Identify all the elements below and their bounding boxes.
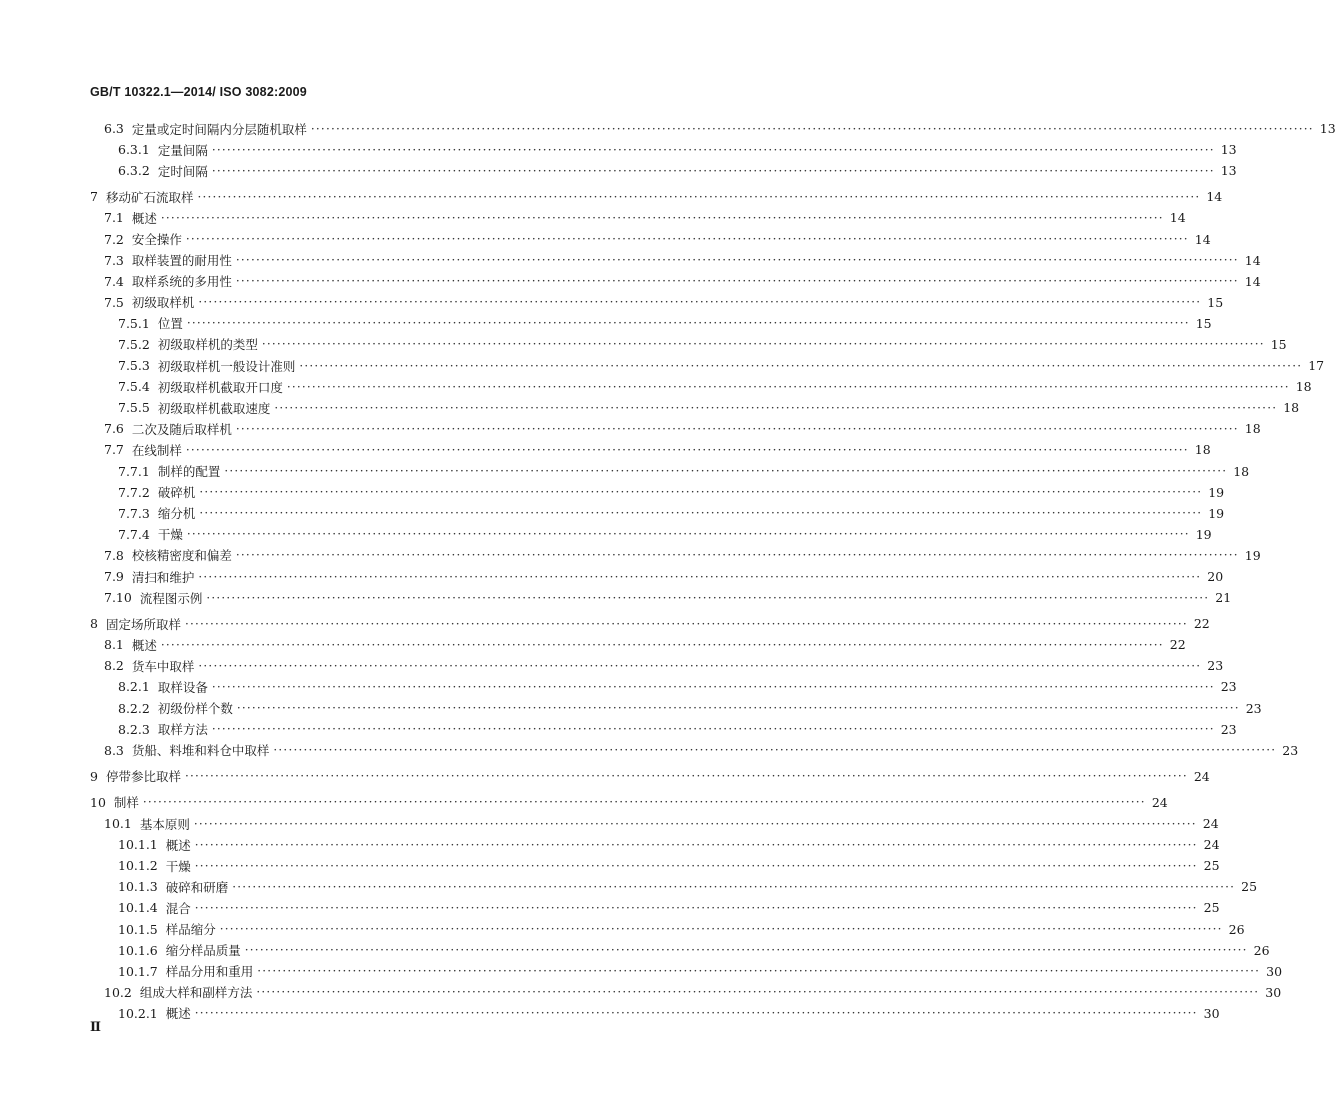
toc-entry[interactable] (0, 271, 1261, 292)
toc-entry-number: 10.1.2 (118, 858, 158, 874)
toc-entry-number: 7.7.2 (118, 484, 150, 500)
toc-entry-number: 7.7.4 (118, 526, 150, 542)
dot-leader: ········································································································································································································ (199, 485, 1203, 500)
toc-entry-title: 混合 (165, 900, 191, 916)
dot-leader: ········································································································································································································ (286, 379, 1290, 394)
toc-entry-title: 取样系统的多用性 (131, 274, 232, 290)
dot-leader: ········································································································································································································ (185, 442, 1189, 457)
dot-leader: ········································································································································································································ (194, 837, 1198, 852)
toc-entry-number: 10.1.3 (118, 879, 158, 895)
toc-entry[interactable] (0, 334, 1287, 355)
toc-entry[interactable] (0, 834, 1220, 855)
dot-leader: ········································································································································································································ (235, 253, 1239, 268)
dot-leader: ········································································································································································································ (142, 795, 1146, 810)
toc-entry-page: 19 (1208, 505, 1225, 521)
toc-entry[interactable] (0, 545, 1261, 566)
toc-entry-title: 定量间隔 (157, 142, 208, 158)
toc-entry-title: 位置 (157, 316, 183, 332)
toc-entry[interactable] (0, 940, 1270, 961)
toc-entry-number: 9 (90, 768, 98, 784)
dot-leader: ········································································································································································································ (198, 295, 1202, 310)
toc-entry-title: 定量或定时间隔内分层随机取样 (131, 121, 307, 137)
dot-leader: ········································································································································································································ (184, 616, 1188, 631)
toc-entry-title: 校核精密度和偏差 (131, 548, 232, 564)
toc-entry-title: 概述 (165, 1006, 191, 1022)
toc-entry-page: 24 (1151, 794, 1168, 810)
toc-entry-title: 初级取样机截取开口度 (157, 379, 283, 395)
toc-entry-page: 24 (1203, 837, 1220, 853)
toc-entry[interactable] (0, 160, 1237, 181)
dot-leader: ········································································································································································································ (198, 658, 1202, 673)
toc-entry-page: 26 (1253, 942, 1270, 958)
toc-entry[interactable] (0, 207, 1186, 228)
toc-entry-title: 缩分机 (157, 506, 196, 522)
toc-entry-number: 7.5 (104, 294, 124, 310)
toc-entry-number: 7.2 (104, 231, 124, 247)
toc-entry-page: 13 (1220, 163, 1237, 179)
toc-entry[interactable] (0, 961, 1283, 982)
toc-entry-title: 流程图示例 (139, 590, 203, 606)
dot-leader: ········································································································································································································ (273, 743, 1277, 758)
dot-leader: ········································································································································································································ (236, 701, 1240, 716)
toc-entry[interactable] (0, 918, 1245, 939)
toc-entry-page: 15 (1207, 294, 1224, 310)
toc-entry-page: 18 (1283, 400, 1300, 416)
toc-entry[interactable] (0, 503, 1225, 524)
toc-entry-page: 23 (1245, 700, 1262, 716)
toc-entry-title: 缩分样品质量 (165, 943, 241, 959)
toc-entry-number: 7.6 (104, 421, 124, 437)
toc-entry-page: 13 (1319, 121, 1336, 137)
toc-entry-number: 10.1.1 (118, 837, 158, 853)
toc-entry-title: 破碎机 (157, 485, 196, 501)
toc-entry[interactable] (0, 1003, 1220, 1024)
toc-entry-title: 移动矿石流取样 (105, 189, 194, 205)
toc-entry[interactable] (0, 876, 1258, 897)
toc-entry[interactable] (0, 698, 1262, 719)
toc-entry-page: 25 (1241, 879, 1258, 895)
toc-entry-page: 15 (1270, 336, 1287, 352)
toc-entry-title: 组成大样和副样方法 (139, 985, 253, 1001)
toc-entry[interactable] (0, 228, 1211, 249)
toc-entry-page: 26 (1228, 921, 1245, 937)
dot-leader: ········································································································································································································ (185, 232, 1189, 247)
toc-entry-number: 6.3.1 (118, 142, 150, 158)
toc-entry[interactable] (0, 292, 1224, 313)
toc-entry-number: 10.1.4 (118, 900, 158, 916)
toc-entry-number: 8 (90, 616, 98, 632)
toc-entry[interactable] (0, 587, 1232, 608)
dot-leader: ········································································································································································································ (186, 316, 1190, 331)
toc-entry-number: 7.7.3 (118, 505, 150, 521)
toc-entry-number: 8.2.1 (118, 679, 150, 695)
toc-entry-title: 初级取样机 (131, 295, 195, 311)
toc-entry-number: 7.10 (104, 590, 132, 606)
dot-leader: ········································································································································································································ (184, 769, 1188, 784)
toc-entry-page: 23 (1220, 679, 1237, 695)
dot-leader: ········································································································································································································ (211, 679, 1215, 694)
toc-entry-number: 10.1.6 (118, 942, 158, 958)
toc-entry[interactable] (0, 766, 1210, 787)
toc-entry-title: 初级份样个数 (157, 701, 233, 717)
toc-entry-page: 19 (1195, 526, 1212, 542)
toc-entry-title: 干燥 (165, 858, 191, 874)
toc-entry-number: 10.2.1 (118, 1005, 158, 1021)
dot-leader: ········································································································································································································ (219, 922, 1223, 937)
dot-leader: ········································································································································································································ (197, 189, 1201, 204)
toc-entry-title: 清扫和维护 (131, 569, 195, 585)
toc-entry-number: 10.1 (104, 816, 132, 832)
toc-entry-number: 7.5.4 (118, 379, 150, 395)
toc-entry-number: 6.3 (104, 121, 124, 137)
toc-entry-page: 30 (1266, 963, 1283, 979)
toc-entry[interactable] (0, 439, 1211, 460)
dot-leader: ········································································································································································································ (274, 400, 1278, 415)
dot-leader: ········································································································································································································ (299, 358, 1303, 373)
toc-entry-title: 货船、料堆和料仓中取样 (131, 743, 270, 759)
toc-entry-page: 14 (1244, 273, 1261, 289)
toc-entry-number: 8.2 (104, 658, 124, 674)
toc-entry[interactable] (0, 376, 1312, 397)
dot-leader: ········································································································································································································ (257, 964, 1261, 979)
toc-entry-page: 25 (1203, 858, 1220, 874)
toc-entry-title: 样品分用和重用 (165, 964, 254, 980)
dot-leader: ········································································································································································································ (193, 816, 1197, 831)
toc-entry-title: 初级取样机截取速度 (157, 400, 271, 416)
toc-entry-title: 在线制样 (131, 442, 182, 458)
toc-entry-title: 取样装置的耐用性 (131, 253, 232, 269)
dot-leader: ········································································································································································································ (235, 548, 1239, 563)
toc-entry-page: 18 (1233, 463, 1250, 479)
toc-entry[interactable] (0, 855, 1220, 876)
toc-entry-page: 23 (1220, 721, 1237, 737)
toc-entry-number: 7.5.5 (118, 400, 150, 416)
toc-entry[interactable] (0, 313, 1212, 334)
toc-entry-number: 8.2.3 (118, 721, 150, 737)
toc-entry[interactable] (0, 418, 1261, 439)
toc-entry[interactable] (0, 655, 1224, 676)
toc-entry-page: 14 (1244, 252, 1261, 268)
dot-leader: ········································································································································································································ (160, 637, 1164, 652)
toc-entry-page: 22 (1193, 616, 1210, 632)
toc-entry-number: 10.1.7 (118, 963, 158, 979)
toc-entry-number: 7.5.3 (118, 358, 150, 374)
toc-entry-number: 7.3 (104, 252, 124, 268)
dot-leader: ········································································································································································································ (198, 569, 1202, 584)
dot-leader: ········································································································································································································ (194, 858, 1198, 873)
toc-entry[interactable] (0, 813, 1219, 834)
toc-entry[interactable] (0, 250, 1261, 271)
toc-entry[interactable] (0, 524, 1212, 545)
dot-leader: ········································································································································································································ (186, 527, 1190, 542)
toc-entry-title: 取样方法 (157, 722, 208, 738)
toc-entry-number: 7 (90, 189, 98, 205)
toc-entry-title: 固定场所取样 (105, 616, 181, 632)
toc-entry[interactable] (0, 634, 1186, 655)
toc-entry-title: 货车中取样 (131, 658, 195, 674)
toc-entry-title: 二次及随后取样机 (131, 421, 232, 437)
toc-entry-number: 10 (90, 794, 106, 810)
toc-entry-number: 7.5.1 (118, 315, 150, 331)
dot-leader: ········································································································································································································ (256, 985, 1260, 1000)
toc-entry-page: 18 (1244, 421, 1261, 437)
toc-entry[interactable] (0, 897, 1220, 918)
toc-entry-page: 24 (1202, 816, 1219, 832)
toc-entry-title: 初级取样机的类型 (157, 337, 258, 353)
dot-leader: ········································································································································································································ (194, 900, 1198, 915)
toc-entry[interactable] (0, 982, 1282, 1003)
toc-entry-title: 停带参比取样 (105, 769, 181, 785)
dot-leader: ········································································································································································································ (310, 121, 1314, 136)
toc-entry-number: 8.1 (104, 637, 124, 653)
toc-entry-page: 30 (1203, 1005, 1220, 1021)
toc-entry-page: 24 (1193, 768, 1210, 784)
toc-entry-page: 20 (1207, 569, 1224, 585)
toc-entry-page: 25 (1203, 900, 1220, 916)
toc-entry-page: 22 (1169, 637, 1186, 653)
toc-entry[interactable] (0, 355, 1325, 376)
toc-entry-title: 制样的配置 (157, 464, 221, 480)
toc-entry-title: 概述 (131, 210, 157, 226)
toc-entry-page: 14 (1206, 189, 1223, 205)
toc-entry[interactable] (0, 566, 1224, 587)
toc-entry-number: 7.5.2 (118, 336, 150, 352)
toc-entry-page: 17 (1308, 358, 1325, 374)
page-number-footer: Ⅱ (90, 1020, 101, 1035)
toc-entry-page: 23 (1207, 658, 1224, 674)
toc-entry-title: 取样设备 (157, 679, 208, 695)
toc-entry-page: 19 (1244, 547, 1261, 563)
dot-leader: ········································································································································································································ (211, 722, 1215, 737)
toc-entry-title: 干燥 (157, 527, 183, 543)
toc-entry[interactable] (0, 719, 1237, 740)
toc-entry-title: 基本原则 (139, 816, 190, 832)
toc-entry[interactable] (0, 792, 1168, 813)
toc-entry-page: 21 (1215, 590, 1232, 606)
toc-entry-page: 15 (1195, 315, 1212, 331)
table-of-contents (0, 118, 1336, 1024)
dot-leader: ········································································································································································································ (232, 879, 1236, 894)
toc-entry-title: 初级取样机一般设计准则 (157, 358, 296, 374)
toc-entry-page: 18 (1194, 442, 1211, 458)
toc-entry-title: 概述 (165, 837, 191, 853)
dot-leader: ········································································································································································································ (235, 421, 1239, 436)
dot-leader: ········································································································································································································ (206, 590, 1210, 605)
toc-entry[interactable] (0, 676, 1237, 697)
dot-leader: ········································································································································································································ (160, 210, 1164, 225)
dot-leader: ········································································································································································································ (261, 337, 1265, 352)
toc-entry-number: 7.4 (104, 273, 124, 289)
dot-leader: ········································································································································································································ (211, 163, 1215, 178)
toc-entry-number: 10.2 (104, 984, 132, 1000)
toc-entry-number: 7.1 (104, 210, 124, 226)
toc-entry-title: 破碎和研磨 (165, 879, 229, 895)
toc-entry-title: 样品缩分 (165, 922, 216, 938)
document-header: GB/T 10322.1—2014/ ISO 3082:2009 (90, 85, 307, 99)
dot-leader: ········································································································································································································ (235, 274, 1239, 289)
toc-entry-page: 14 (1169, 210, 1186, 226)
dot-leader: ········································································································································································································ (244, 943, 1248, 958)
toc-entry[interactable] (0, 482, 1225, 503)
toc-entry-number: 7.8 (104, 547, 124, 563)
toc-entry-number: 7.7 (104, 442, 124, 458)
toc-entry-title: 定时间隔 (157, 163, 208, 179)
toc-entry[interactable] (0, 397, 1300, 418)
toc-entry-page: 30 (1265, 984, 1282, 1000)
toc-entry-page: 23 (1282, 742, 1299, 758)
dot-leader: ········································································································································································································ (199, 506, 1203, 521)
toc-entry-number: 7.7.1 (118, 463, 150, 479)
toc-entry[interactable] (0, 139, 1237, 160)
toc-entry-page: 19 (1208, 484, 1225, 500)
toc-entry[interactable] (0, 613, 1210, 634)
toc-entry-number: 8.3 (104, 742, 124, 758)
toc-entry-title: 制样 (113, 795, 139, 811)
dot-leader: ········································································································································································································ (224, 464, 1228, 479)
toc-entry-number: 8.2.2 (118, 700, 150, 716)
toc-entry[interactable] (0, 461, 1250, 482)
toc-entry-page: 13 (1220, 142, 1237, 158)
toc-entry[interactable] (0, 186, 1223, 207)
toc-entry-number: 10.1.5 (118, 921, 158, 937)
toc-entry-page: 14 (1194, 231, 1211, 247)
toc-entry[interactable] (0, 118, 1336, 139)
toc-entry-number: 6.3.2 (118, 163, 150, 179)
toc-entry-number: 7.9 (104, 569, 124, 585)
dot-leader: ········································································································································································································ (194, 1006, 1198, 1021)
toc-entry-page: 18 (1295, 379, 1312, 395)
toc-entry[interactable] (0, 740, 1299, 761)
toc-entry-title: 概述 (131, 637, 157, 653)
toc-entry-title: 安全操作 (131, 232, 182, 248)
dot-leader: ········································································································································································································ (211, 142, 1215, 157)
